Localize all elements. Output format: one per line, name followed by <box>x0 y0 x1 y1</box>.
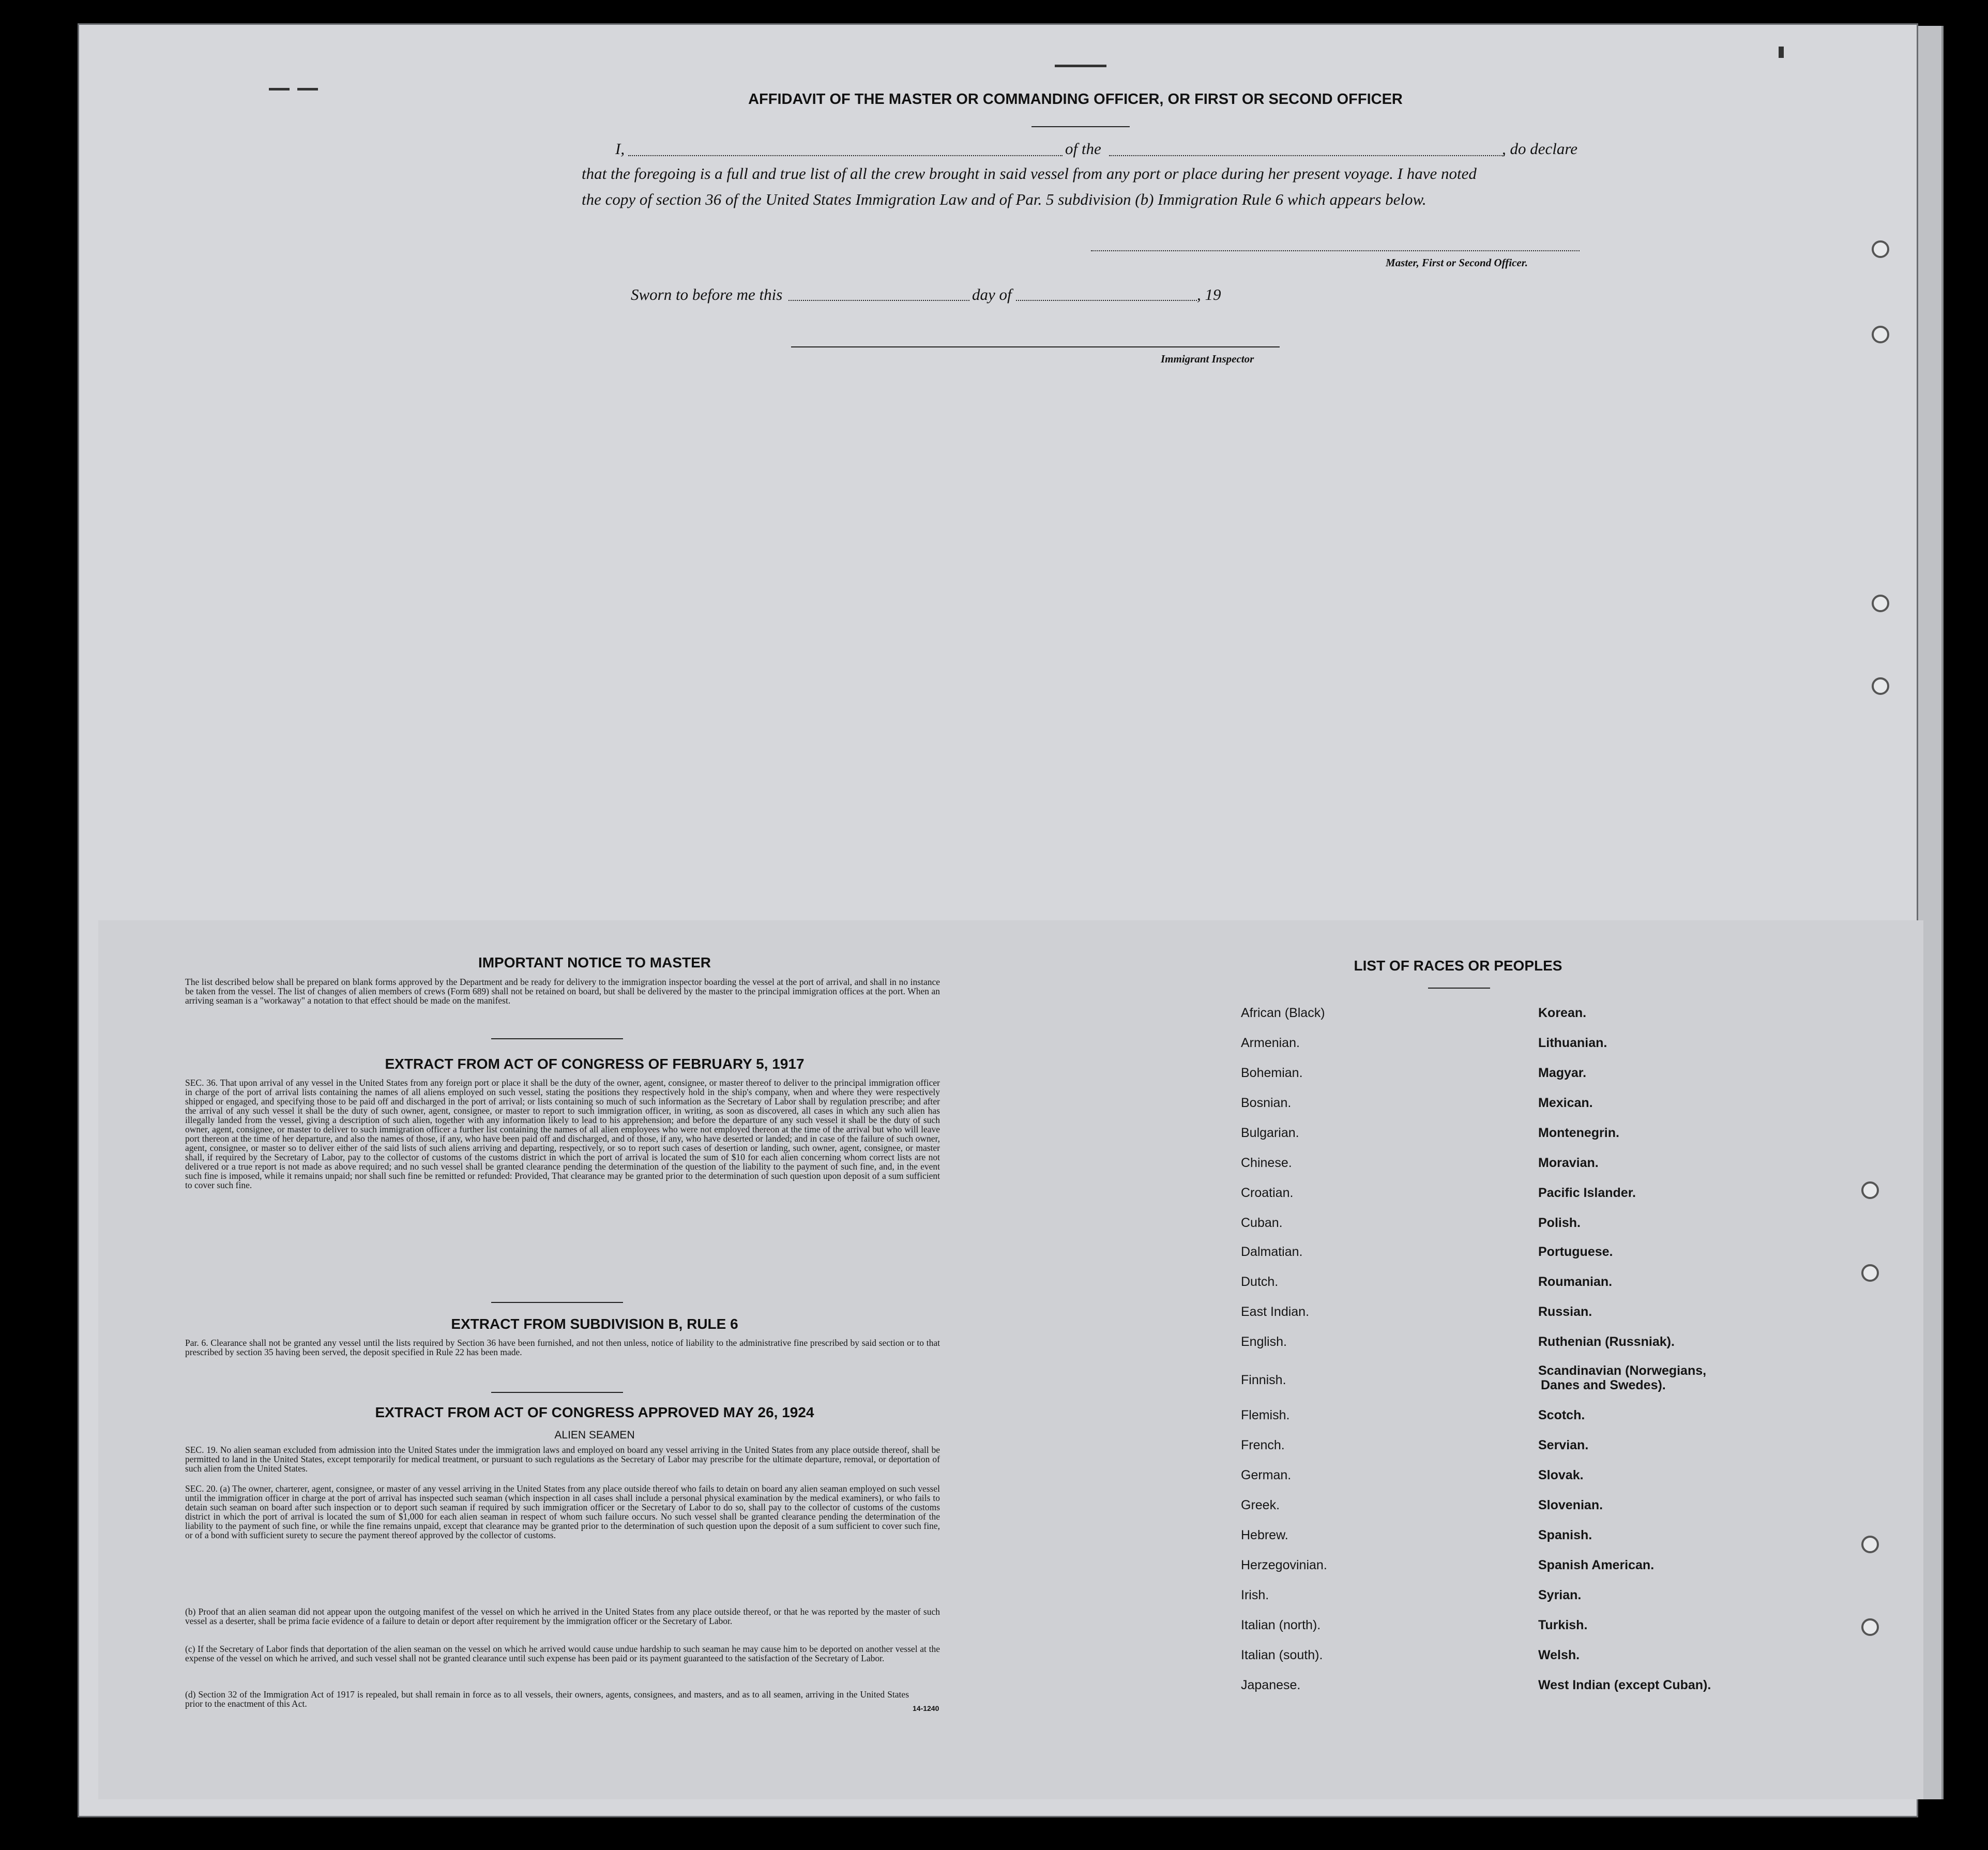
race-item: West Indian (except Cuban). <box>1538 1678 1711 1692</box>
divider <box>491 1392 623 1393</box>
race-item: Scandinavian (Norwegians, <box>1538 1363 1707 1378</box>
affidavit-line-3: the copy of section 36 of the United States Immigration Law and of Par. 5 subdivision (b) Immigration Rule 6 which appears below. <box>582 190 1426 208</box>
affidavit-i-label: I, <box>615 140 625 158</box>
binder-hole <box>1872 326 1889 343</box>
name-field[interactable] <box>628 155 1063 156</box>
race-item: Chinese. <box>1241 1156 1292 1170</box>
ink-mark <box>1055 65 1106 67</box>
vessel-field[interactable] <box>1109 155 1505 156</box>
races-title: LIST OF RACES OR PEOPLES <box>1354 958 1562 974</box>
race-item: African (Black) <box>1241 1006 1325 1020</box>
lower-page-area <box>98 920 1923 1799</box>
master-signature-label: Master, First or Second Officer. <box>1386 256 1528 269</box>
race-item: Croatian. <box>1241 1186 1294 1200</box>
race-item: Bulgarian. <box>1241 1126 1299 1140</box>
notice-title: IMPORTANT NOTICE TO MASTER <box>478 954 711 971</box>
sworn-month-field[interactable] <box>1016 300 1197 301</box>
affidavit-of-the-label: of the <box>1065 140 1101 158</box>
race-item: Syrian. <box>1538 1588 1582 1602</box>
race-item: French. <box>1241 1438 1285 1452</box>
binder-hole <box>1861 1618 1879 1636</box>
race-item: Hebrew. <box>1241 1528 1288 1542</box>
inspector-label: Immigrant Inspector <box>1161 353 1254 365</box>
inspector-signature-line[interactable] <box>791 346 1280 347</box>
extract-1924-sec19: SEC. 19. No alien seaman excluded from admission into the United States under the immigration laws and employed on board any vessel arriving in the United States from any place outside thereof, shall be permitted to land in the United States, except temporarily for medical treatment, or pursuant to such regulations as the Secretary of Labor may prescribe for the ultimate departure, removal, or deportation of such alien from the United States. <box>185 1445 940 1474</box>
race-item: German. <box>1241 1468 1292 1482</box>
extract-1924-subtitle: ALIEN SEAMEN <box>554 1429 635 1441</box>
ink-mark <box>1779 47 1784 58</box>
race-item: Lithuanian. <box>1538 1036 1607 1050</box>
races-title-underline <box>1428 988 1490 989</box>
extract-1924-sec20a: SEC. 20. (a) The owner, charterer, agent, consignee, or master of any vessel arriving in the United States from any place outside thereof who fails to detain on board any alien seaman employed on such vessel until the immigration officer in charge at the port of arrival has inspected such seaman (which inspection in all cases shall include a personal physical examination by the medical examiners), or who fails to detain such seaman on board after such inspection or to deport such seaman if required by such immigration officer or the Secretary of Labor to do so, shall pay to the collector of customs of the customs district in which the port of arrival is located the sum of $1,000 for each alien seaman in respect of whom such failure occurs. No such vessel shall be granted clearance pending the determination of the liability to the payment of such fine, or while the fine remains unpaid, except that clearance may be granted prior to the determination of such question upon the deposit of a sum sufficient to cover such fine, or of a bond with sufficient surety to secure the payment thereof approved by the collector of customs. <box>185 1483 940 1540</box>
race-item: Ruthenian (Russniak). <box>1538 1335 1675 1349</box>
binder-hole <box>1872 595 1889 612</box>
sworn-day-of: day of <box>972 285 1012 304</box>
sworn-day-field[interactable] <box>788 300 969 301</box>
affidavit-line-2: that the foregoing is a full and true list of all the crew brought in said vessel from any port or place during her present voyage. I have noted <box>582 164 1477 183</box>
race-item: Polish. <box>1538 1216 1581 1230</box>
race-item: Finnish. <box>1241 1373 1286 1387</box>
binder-hole <box>1861 1536 1879 1553</box>
title-underline <box>1031 126 1130 127</box>
race-item: Servian. <box>1538 1438 1589 1452</box>
binder-hole <box>1861 1264 1879 1282</box>
ink-mark <box>297 88 318 90</box>
race-item: Cuban. <box>1241 1216 1283 1230</box>
race-item: Italian (south). <box>1241 1648 1323 1662</box>
race-item: Flemish. <box>1241 1408 1290 1422</box>
race-item: Slovak. <box>1538 1468 1584 1482</box>
race-item: Dutch. <box>1241 1275 1279 1289</box>
race-item: Danes and Swedes). <box>1541 1378 1666 1392</box>
race-item: Portuguese. <box>1538 1245 1613 1259</box>
master-signature-line[interactable] <box>1091 250 1580 251</box>
race-item: Scotch. <box>1538 1408 1585 1422</box>
binder-hole <box>1861 1181 1879 1199</box>
race-item: Italian (north). <box>1241 1618 1321 1632</box>
notice-text: The list described below shall be prepared on blank forms approved by the Department and be ready for delivery to the immigration inspector boarding the vessel at the port of arrival, and shall in no instance be taken from the vessel. The list of changes of alien members of crews (Form 689) shall not be retained on board, but shall be delivered by the master to the principal immigration offices at the port. When an arriving seaman is a "workaway" a notation to that effect should be made on the manifest. <box>185 977 940 1006</box>
race-item: Mexican. <box>1538 1096 1593 1110</box>
race-item: Bohemian. <box>1241 1066 1303 1080</box>
race-item: East Indian. <box>1241 1305 1310 1319</box>
race-item: Japanese. <box>1241 1678 1301 1692</box>
race-item: Moravian. <box>1538 1156 1599 1170</box>
race-item: Slovenian. <box>1538 1498 1603 1512</box>
affidavit-title: AFFIDAVIT OF THE MASTER OR COMMANDING OFFICER, OR FIRST OR SECOND OFFICER <box>748 91 1403 108</box>
race-item: Welsh. <box>1538 1648 1580 1662</box>
race-item: Roumanian. <box>1538 1275 1613 1289</box>
race-item: English. <box>1241 1335 1287 1349</box>
divider <box>491 1302 623 1303</box>
race-item: Greek. <box>1241 1498 1280 1512</box>
race-item: Armenian. <box>1241 1036 1300 1050</box>
extract-1924-sec20b: (b) Proof that an alien seaman did not appear upon the outgoing manifest of the vessel on which he arrived in the United States from any place outside thereof, or that he was reported by the master of such vessel as a deserter, shall be prima facie evidence of a failure to detain or deport after requirement by the immigration officer or the Secretary of Labor. <box>185 1606 940 1626</box>
extract-rule6-text: Par. 6. Clearance shall not be granted any vessel until the lists required by Section 36 have been furnished, and not then unless, notice of liability to the administrative fine prescribed by said section or to that prescribed by section 35 having been served, the deposit specified in Rule 22 has been made. <box>185 1338 940 1357</box>
extract-1917-title: EXTRACT FROM ACT OF CONGRESS OF FEBRUARY 5, 1917 <box>385 1056 805 1072</box>
race-item: Magyar. <box>1538 1066 1587 1080</box>
binder-hole <box>1872 240 1889 258</box>
race-item: Bosnian. <box>1241 1096 1292 1110</box>
race-item: Pacific Islander. <box>1538 1186 1636 1200</box>
ink-mark <box>269 88 290 90</box>
race-item: Herzegovinian. <box>1241 1558 1327 1572</box>
sworn-prefix: Sworn to before me this <box>631 285 783 304</box>
extract-1924-title: EXTRACT FROM ACT OF CONGRESS APPROVED MAY 26, 1924 <box>375 1404 814 1420</box>
race-item: Spanish American. <box>1538 1558 1655 1572</box>
affidavit-declare-label: , do declare <box>1502 140 1578 158</box>
binder-hole <box>1872 677 1889 695</box>
extract-1924-sec20d: (d) Section 32 of the Immigration Act of 1917 is repealed, but shall remain in force as to all vessels, their owners, agents, consignees, and masters, and as to all seamen, arriving in the United States prior to the enactment of this Act. <box>185 1689 909 1709</box>
divider <box>491 1038 623 1039</box>
extract-rule6-title: EXTRACT FROM SUBDIVISION B, RULE 6 <box>451 1316 738 1332</box>
race-item: Irish. <box>1241 1588 1269 1602</box>
form-number: 14-1240 <box>913 1704 939 1712</box>
race-item: Montenegrin. <box>1538 1126 1619 1140</box>
sworn-year: , 19 <box>1197 285 1221 304</box>
race-item: Turkish. <box>1538 1618 1588 1632</box>
race-item: Russian. <box>1538 1305 1592 1319</box>
extract-1924-sec20c: (c) If the Secretary of Labor finds that deportation of the alien seaman on the vessel on which he arrived would cause undue hardship to such seaman he may cause him to be deported on another vessel at the expense of the vessel on which he arrived, and such vessel shall not be granted clearance until such expense has been paid or its payment guaranteed to the satisfaction of the Secretary of Labor. <box>185 1644 940 1663</box>
race-item: Dalmatian. <box>1241 1245 1303 1259</box>
race-item: Spanish. <box>1538 1528 1592 1542</box>
race-item: Korean. <box>1538 1006 1587 1020</box>
extract-1917-text: SEC. 36. That upon arrival of any vessel in the United States from any foreign port or place it shall be the duty of the owner, agent, consignee, or master thereof to deliver to the principal immigration officer in charge of the port of arrival lists containing the names of all aliens employed on such vessel, stating the positions they respectively hold in the ship's company, when and where they were respectively shipped or engaged, and specifying those to be paid off and discharged in the port of arrival; or lists containing so much of such information as the Secretary of Labor shall by regulation prescribe; and after the arrival of any such vessel it shall be the duty of such owner, agent, consignee, or master to report to such immigration officer, in writing, as soon as discovered, all cases in which any such alien has illegally landed from the vessel, giving a description of such alien, together with any information likely to lead to his apprehension; and before the departure of any such vessel it shall be the duty of such owner, agent, consignee, or master to deliver to such immigration officer a further list containing the names of all alien employees who were not employed thereon at the time of the arrival but who will leave port thereon at the time of her departure, and also the names of those, if any, who have been paid off and discharged, and of those, if any, who have deserted or landed; and in case of the failure of such owner, agent, consignee, or master so to deliver either of the said lists of such aliens arriving and departing, respectively, or so to report such cases of desertion or landing, such owner, agent, consignee, or master shall, if required by the Secretary of Labor, pay to the collector of customs of the customs district in which the port of arrival is located the sum of $10 for each alien concerning whom correct lists are not delivered or a true report is not made as above required; and no such vessel shall be granted clearance pending the determination of the question of the liability to the payment of such fine, and, in the event such fine is imposed, while it remains unpaid; nor shall such fine be remitted or refunded: Provided, That clearance may be granted prior to the determination of such question upon deposit of a sum sufficient to cover such fine. <box>185 1078 940 1190</box>
